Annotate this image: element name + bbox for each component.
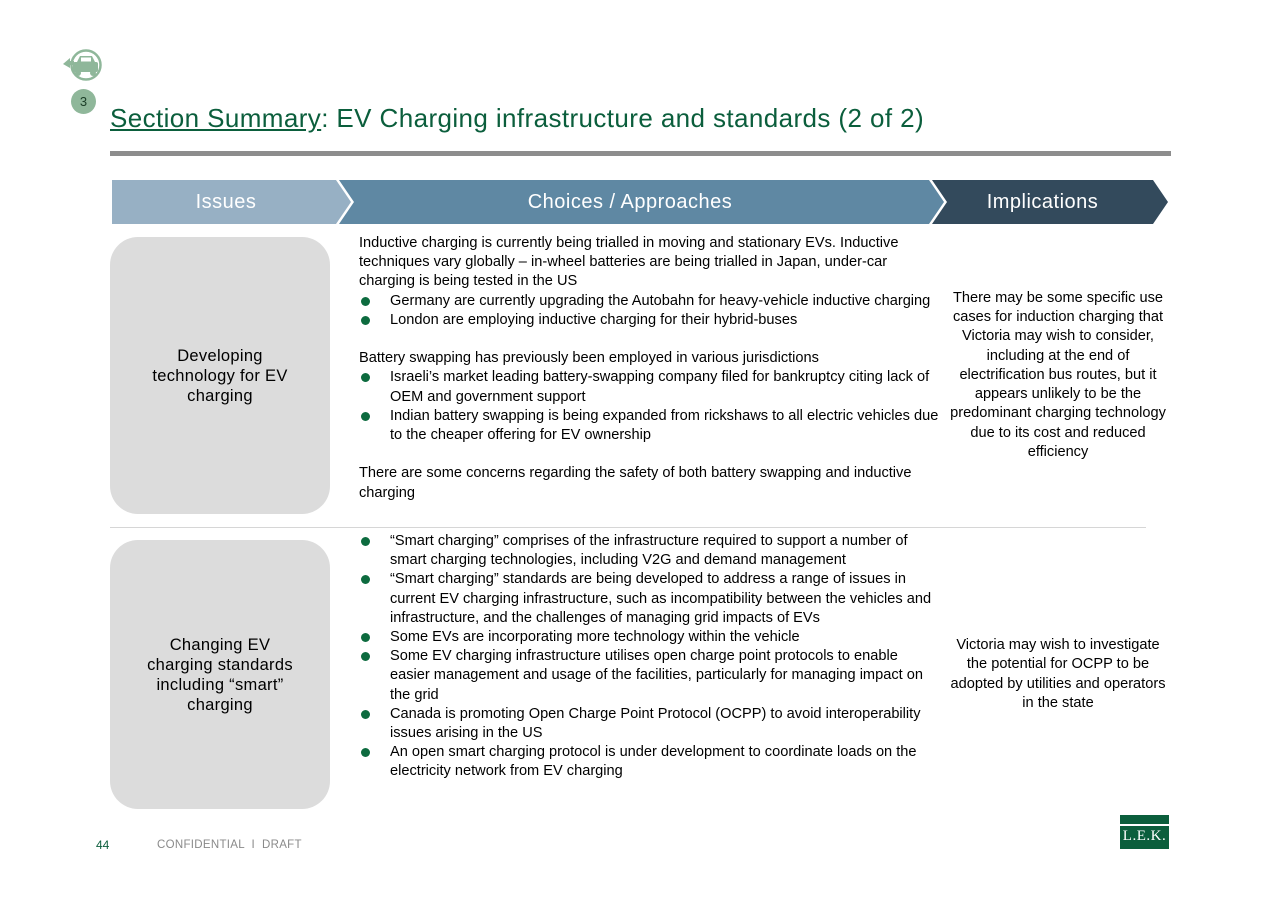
list-item-text: Some EV charging infrastructure utilises open charge point protocols to enable easier management and usage of the facilities, particularly for managing impact on the grid: [390, 648, 923, 703]
issue-label-2: Changing EV charging standards including “smart” charging: [147, 635, 293, 714]
bullet-icon: [361, 537, 370, 546]
bullet-icon: [361, 748, 370, 757]
bullet-icon: [361, 316, 370, 325]
bullet-icon: [361, 412, 370, 421]
list-item: [359, 292, 939, 311]
issue-pill-1: [110, 237, 330, 514]
list-item: [359, 368, 939, 406]
list-item-text: Indian battery swapping is being expanded from rickshaws to all electric vehicles due to the cheaper offering for EV ownership: [390, 407, 939, 444]
row-divider: [110, 527, 1146, 528]
battery-swapping-intro: Battery swapping has previously been employed in various jurisdictions: [359, 350, 819, 367]
list-item: [359, 628, 939, 647]
list-item-text: Germany are currently upgrading the Autobahn for heavy-vehicle inductive charging: [390, 292, 931, 309]
list-item: [359, 705, 939, 743]
list-item-text: Some EVs are incorporating more technology within the vehicle: [390, 629, 800, 646]
issues-header: Issues: [195, 191, 257, 213]
implication-text-1: There may be some specific use cases for induction charging that Victoria may wish to consider, including at the end of electrification bus routes, but it appears unlikely to be the predominant charging technology due to its cost and reduced efficiency: [950, 290, 1166, 460]
implication-row-1: [950, 237, 1166, 514]
smart-charging-bullets: [359, 532, 939, 782]
list-item: [359, 311, 939, 330]
list-item: [359, 647, 939, 705]
title-underlined: Section Summary: [110, 103, 322, 133]
list-item: [359, 743, 939, 781]
confidentiality-label: CONFIDENTIAL I DRAFT: [157, 839, 302, 851]
list-item-text: “Smart charging” standards are being developed to address a range of issues in current EV charging infrastructure, such as incompatibility between the vehicles and infrastructure, and the challenges of managing grid impacts of EVs: [390, 571, 932, 626]
list-item-text: London are employing inductive charging for their hybrid-buses: [390, 311, 798, 328]
list-item-text: An open smart charging protocol is under development to coordinate loads on the electricity network from EV charging: [390, 744, 917, 780]
list-item-text: Canada is promoting Open Charge Point Protocol (OCPP) to avoid interoperability issues arising in the US: [390, 705, 921, 742]
choices-row-1: [359, 234, 939, 503]
list-item: [359, 532, 939, 570]
implication-text-2: Victoria may wish to investigate the potential for OCPP to be adopted by utilities and operators in the state: [950, 637, 1166, 711]
lek-logo-text: L.E.K.: [1122, 828, 1167, 844]
section-number-badge: 3: [71, 89, 96, 114]
page-title: [110, 103, 924, 134]
choices-row-2: [359, 532, 939, 782]
list-item: [359, 570, 939, 628]
list-item: [359, 407, 939, 445]
title-rest: : EV Charging infrastructure and standards (2 of 2): [321, 103, 924, 133]
bullet-icon: [361, 633, 370, 642]
bullet-icon: [361, 373, 370, 382]
bullet-icon: [361, 710, 370, 719]
lek-logo: [1120, 815, 1169, 849]
inductive-bullets: [359, 292, 939, 330]
implication-row-2: [950, 540, 1166, 809]
bullet-icon: [361, 297, 370, 306]
bullet-icon: [361, 652, 370, 661]
ev-charging-car-icon: [62, 48, 104, 84]
choices-header: Choices / Approaches: [527, 191, 733, 213]
battery-swapping-bullets: [359, 368, 939, 445]
issue-label-1: Developing technology for EV charging: [152, 346, 288, 405]
bullet-icon: [361, 575, 370, 584]
implications-header: Implications: [986, 191, 1099, 213]
page-number: 44: [96, 838, 110, 852]
list-item-text: Israeli’s market leading battery-swapping company filed for bankruptcy citing lack of OEM and government support: [390, 369, 930, 405]
title-rule: [110, 151, 1171, 156]
inductive-intro: Inductive charging is currently being trialled in moving and stationary EVs. Inductive techniques vary globally – in-wheel batteries are being trialled in Japan, under-car charging is being tested in the US: [359, 235, 899, 290]
safety-concerns-text: There are some concerns regarding the safety of both battery swapping and inductive charging: [359, 465, 912, 501]
issue-pill-2: [110, 540, 330, 809]
list-item-text: “Smart charging” comprises of the infrastructure required to support a number of smart charging technologies, including V2G and demand management: [390, 533, 908, 569]
